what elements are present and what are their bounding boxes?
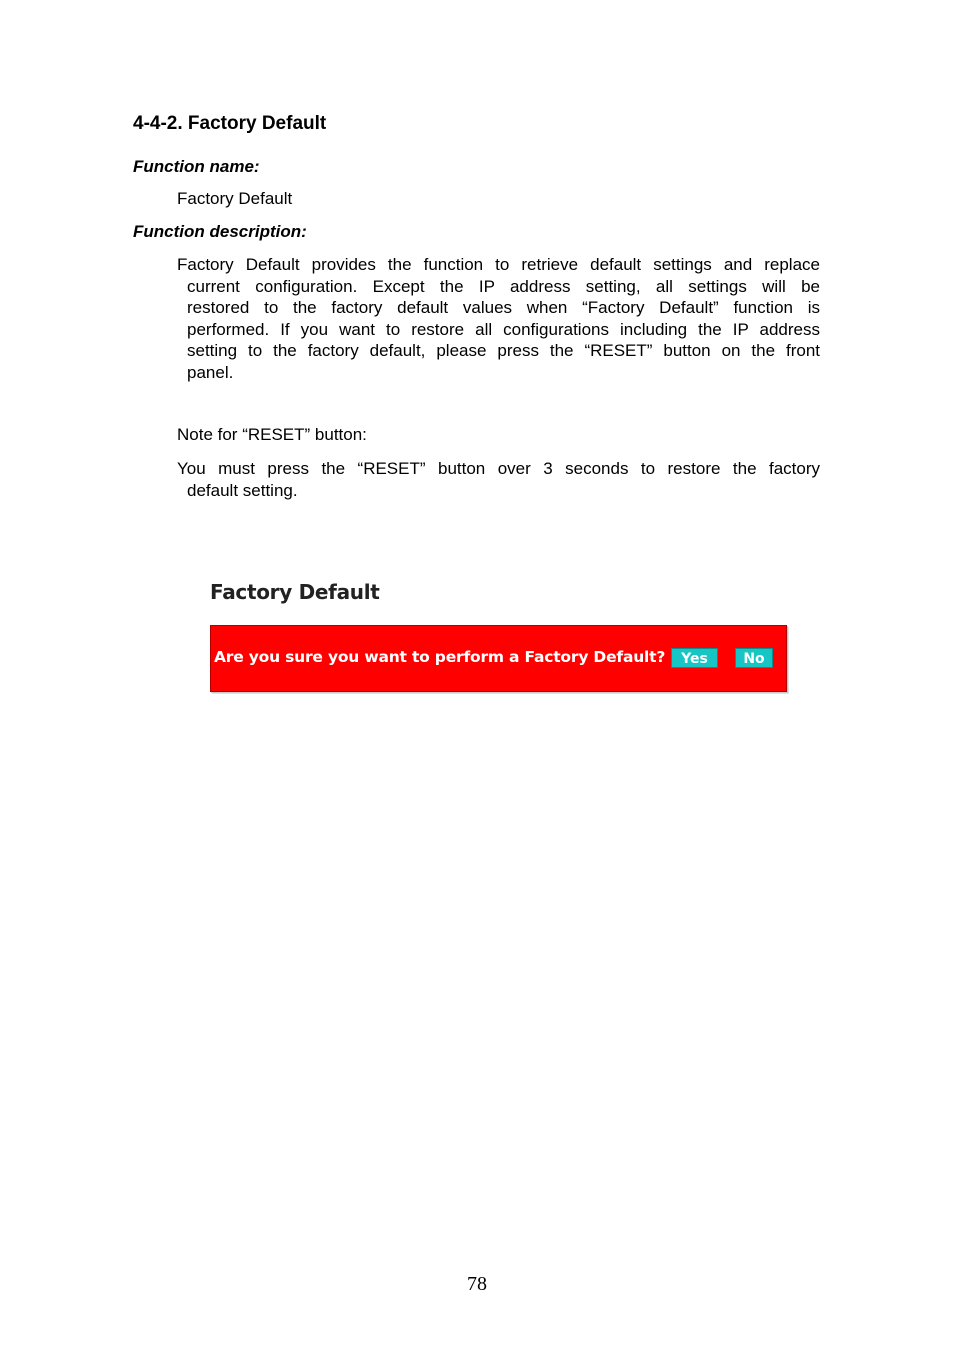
description-line: panel. (187, 362, 234, 382)
factory-default-confirm-bar (210, 625, 787, 692)
page-number: 78 (467, 1273, 487, 1295)
yes-button[interactable]: Yes (671, 648, 718, 668)
function-description-text (177, 254, 820, 383)
description-line: Factory Default provides the function to retrieve default settings and replace (177, 255, 820, 274)
description-line: restored to the factory default values when “Factory Default” function is (187, 298, 820, 317)
note-line: You must press the “RESET” button over 3 seconds to restore the factory (177, 459, 820, 478)
function-description-label: Function description: (133, 222, 307, 241)
note-text (177, 458, 820, 501)
function-name-value: Factory Default (177, 189, 293, 208)
note-line: default setting. (187, 480, 298, 500)
note-heading: Note for “RESET” button: (177, 425, 367, 444)
section-title: 4-4-2. Factory Default (133, 113, 327, 134)
no-button[interactable]: No (735, 648, 773, 668)
function-name-label: Function name: (133, 157, 260, 176)
ui-page-title: Factory Default (210, 580, 380, 604)
description-line: performed. If you want to restore all configurations including the IP address (187, 319, 820, 339)
description-line: setting to the factory default, please press the “RESET” button on the front (187, 341, 820, 360)
confirm-prompt: Are you sure you want to perform a Factory Default? (214, 648, 666, 666)
description-line: current configuration. Except the IP address setting, all settings will be (187, 276, 820, 296)
